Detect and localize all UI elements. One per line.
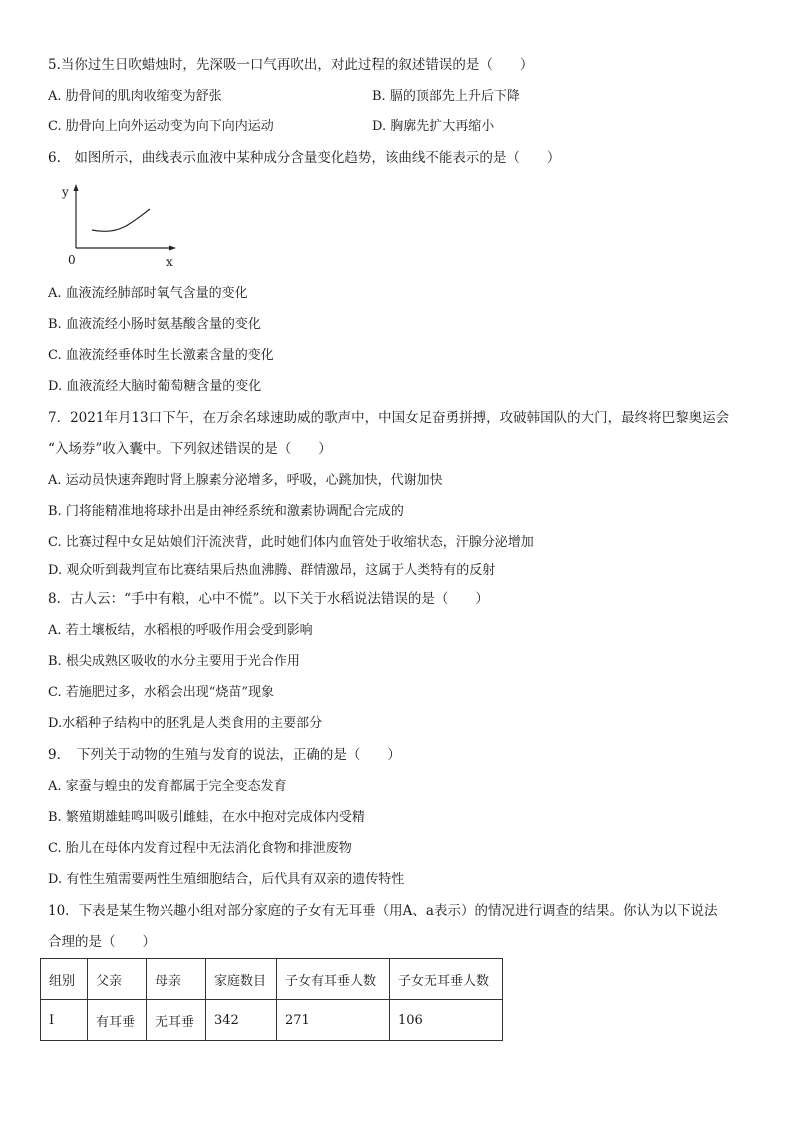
table-cell: 有耳垂 bbox=[88, 1000, 147, 1041]
q7-stem-line1: 7．2021年月13口下午，在万余名球速助威的歌声中，中国女足奋勇拼搏，攻破韩国队的大门，最终将巴黎奥运会 bbox=[48, 410, 730, 426]
y-axis-label: y bbox=[62, 185, 69, 199]
table-header-cell: 家庭数目 bbox=[206, 959, 277, 1000]
table-header-cell: 父亲 bbox=[88, 959, 147, 1000]
q9-option-c: C. 胎儿在母体内发育过程中无法消化食物和排泄废物 bbox=[48, 841, 352, 856]
table-header-cell: 组别 bbox=[41, 959, 88, 1000]
q8-option-d: D.水稻种子结构中的胚乳是人类食用的主要部分 bbox=[48, 716, 323, 731]
q5-option-c: C. 肋骨向上向外运动变为向下向内运动 bbox=[48, 119, 274, 134]
q8-stem: 8．古人云：“手中有粮，心中不慌”。以下关于水稻说法错误的是（ ） bbox=[48, 591, 489, 607]
table-header-row bbox=[41, 959, 503, 1000]
q5-option-b: B. 膈的顶部先上升后下降 bbox=[372, 89, 520, 104]
q9-option-d: D. 有性生殖需要两性生殖细胞结合，后代具有双亲的遗传特性 bbox=[48, 872, 405, 887]
table-header-cell: 子女有耳垂人数 bbox=[277, 959, 390, 1000]
q7-stem-line2: “入场券”收入囊中。下列叙述错误的是（ ） bbox=[48, 441, 332, 457]
q6-option-c: C. 血液流经垂体时生长激素含量的变化 bbox=[48, 348, 274, 363]
trend-curve bbox=[92, 209, 150, 231]
x-axis-label: x bbox=[166, 255, 173, 269]
q6-option-b: B. 血液流经小肠时氨基酸含量的变化 bbox=[48, 317, 261, 332]
q7-option-d: D. 观众听到裁判宣布比赛结果后热血沸腾、群情激昂，这属于人类特有的反射 bbox=[48, 563, 496, 578]
table-row bbox=[41, 1000, 503, 1041]
q8-option-c: C. 若施肥过多，水稻会出现“烧苗”现象 bbox=[48, 685, 275, 700]
table-cell: 342 bbox=[206, 1000, 277, 1041]
q7-option-a: A. 运动员快速奔跑时肾上腺素分泌增多，呼吸，心跳加快，代谢加快 bbox=[48, 473, 443, 488]
q7-option-c: C. 比赛过程中女足姑娘们汗流浃背，此时她们体内血管处于收缩状态，汗腺分泌增加 bbox=[48, 535, 534, 550]
origin-label: 0 bbox=[68, 253, 76, 267]
q6-option-d: D. 血液流经大脑时葡萄糖含量的变化 bbox=[48, 379, 262, 394]
table-cell: 271 bbox=[277, 1000, 390, 1041]
table-cell: Ⅰ bbox=[41, 1000, 88, 1041]
table-header-cell: 母亲 bbox=[147, 959, 206, 1000]
q9-option-b: B. 繁殖期雄蛙鸣叫吸引雌蛙，在水中抱对完成体内受精 bbox=[48, 810, 365, 825]
y-axis-arrow bbox=[74, 184, 79, 191]
q5-option-a: A. 肋骨间的肌肉收缩变为舒张 bbox=[48, 89, 222, 104]
q9-stem: 9． 下列关于动物的生殖与发育的说法，正确的是（ ） bbox=[48, 747, 401, 763]
q10-stem-line1: 10．下表是某生物兴趣小组对部分家庭的子女有无耳垂（用A、a表示）的情况进行调查的结果。你认为以下说法 bbox=[48, 903, 718, 919]
table-cell: 无耳垂 bbox=[147, 1000, 206, 1041]
q8-option-a: A. 若土壤板结，水稻根的呼吸作用会受到影响 bbox=[48, 623, 313, 638]
q10-stem-line2: 合理的是（ ） bbox=[48, 934, 156, 950]
x-axis-arrow bbox=[169, 246, 176, 251]
q6-option-a: A. 血液流经肺部时氧气含量的变化 bbox=[48, 286, 248, 301]
q5-stem: 5.当你过生日吹蜡烛时，先深吸一口气再吹出，对此过程的叙述错误的是（ ） bbox=[48, 57, 534, 73]
q9-option-a: A. 家蚕与蝗虫的发育都属于完全变态发育 bbox=[48, 779, 287, 794]
q6-stem: 6. 如图所示，曲线表示血液中某种成分含量变化趋势，该曲线不能表示的是（ ） bbox=[48, 150, 561, 166]
q6-curve-graph bbox=[54, 182, 184, 272]
q5-option-d: D. 胸廓先扩大再缩小 bbox=[372, 119, 495, 134]
q8-option-b: B. 根尖成熟区吸收的水分主要用于光合作用 bbox=[48, 654, 300, 669]
earlobe-survey-table bbox=[40, 958, 503, 1041]
q7-option-b: B. 门将能精准地将球扑出是由神经系统和激素协调配合完成的 bbox=[48, 504, 404, 519]
table-header-cell: 子女无耳垂人数 bbox=[390, 959, 503, 1000]
table-cell: 106 bbox=[390, 1000, 503, 1041]
